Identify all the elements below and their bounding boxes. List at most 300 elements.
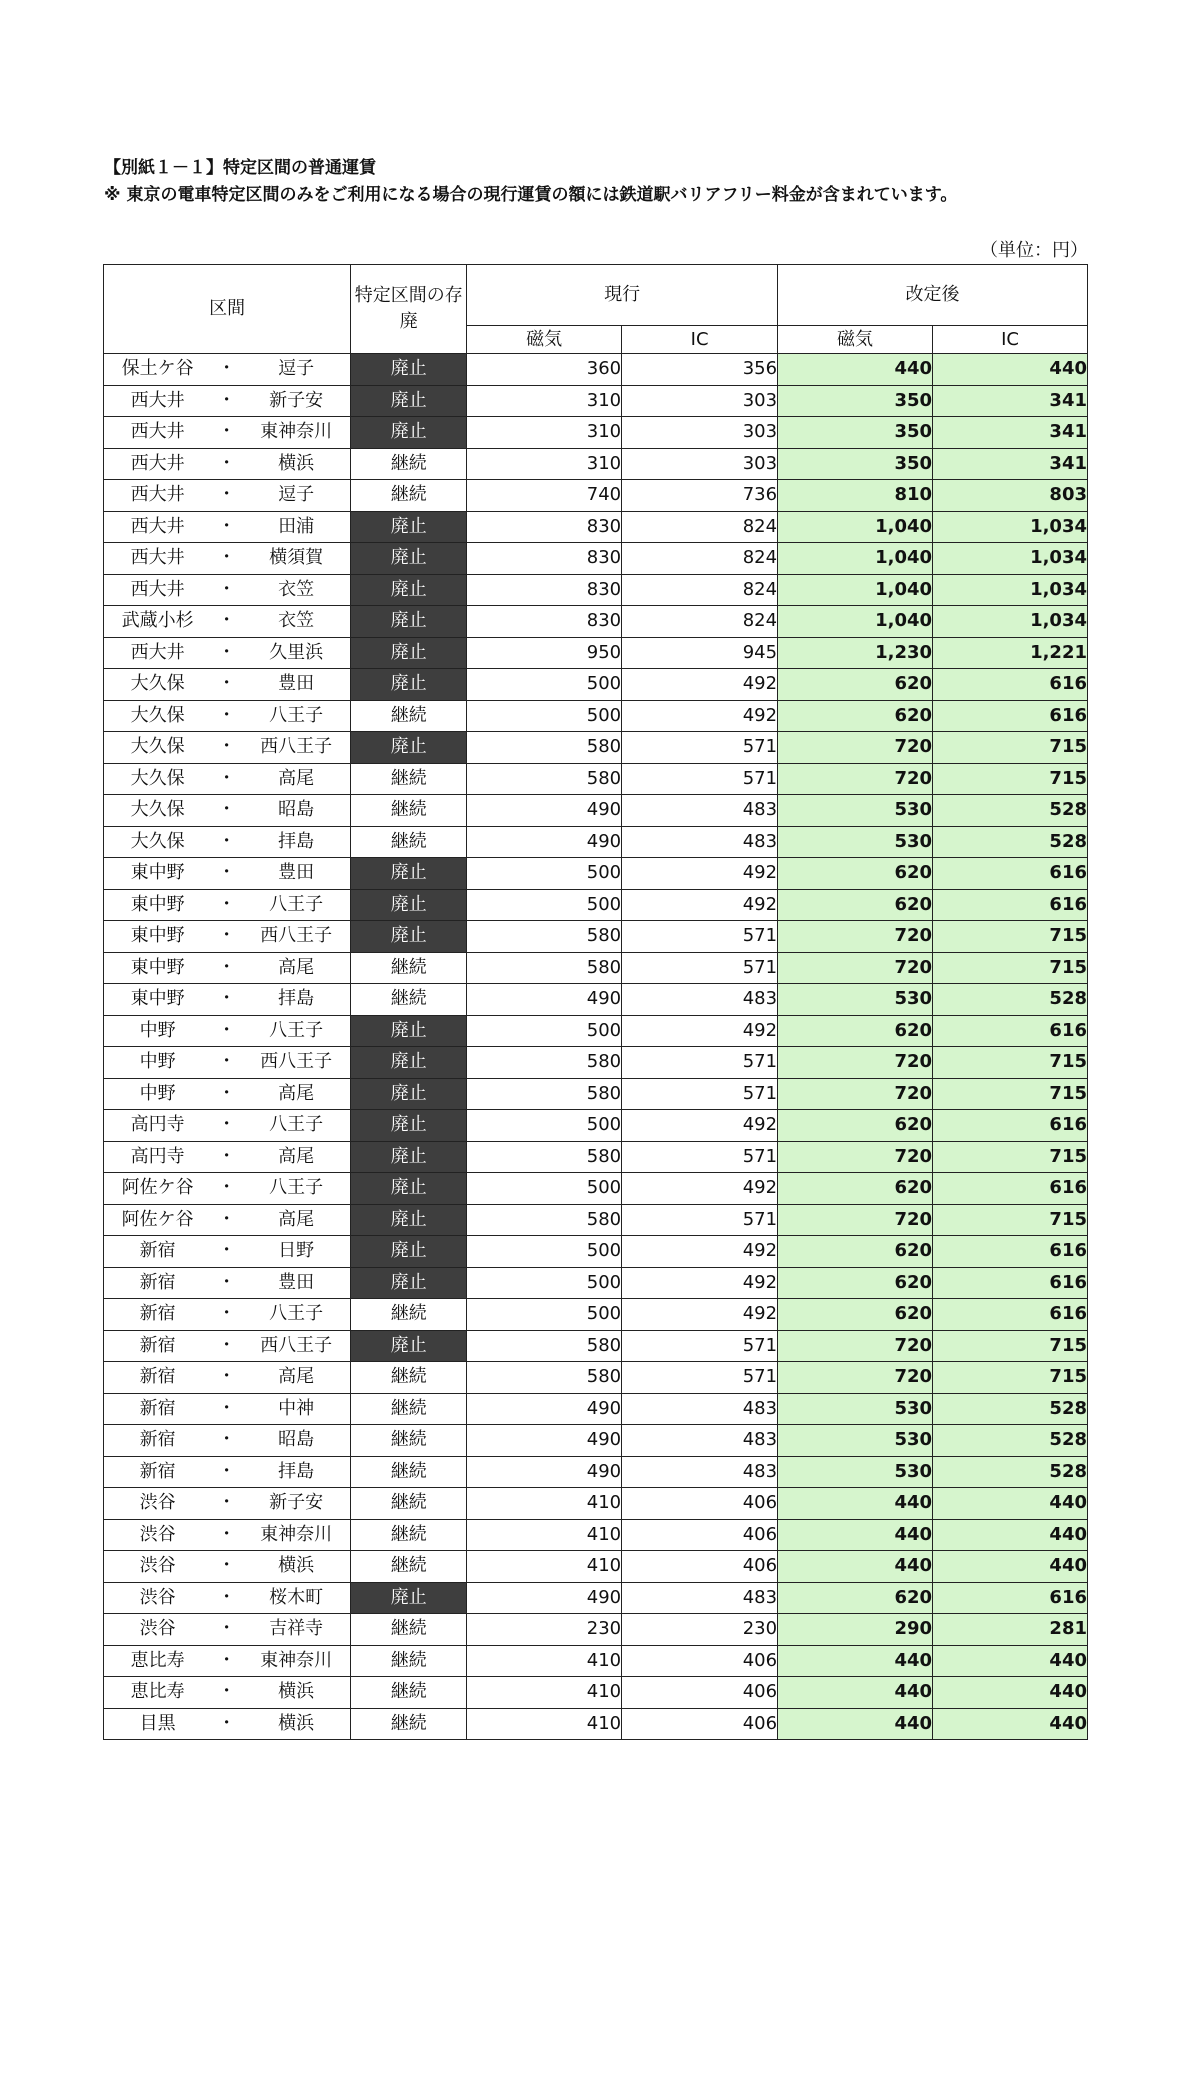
- station-from: 中野: [104, 1047, 212, 1079]
- current-ic-fare: 824: [622, 606, 778, 638]
- revised-magnetic-fare: 720: [778, 1330, 933, 1362]
- revised-ic-fare: 616: [933, 858, 1088, 890]
- current-magnetic-fare: 580: [467, 921, 622, 953]
- station-from: 新宿: [104, 1456, 212, 1488]
- station-separator: ・: [211, 1582, 242, 1614]
- revised-magnetic-fare: 530: [778, 1425, 933, 1457]
- table-row: [104, 1330, 1088, 1362]
- revised-ic-fare: 715: [933, 1362, 1088, 1394]
- station-from: 西大井: [104, 543, 212, 575]
- station-from: 恵比寿: [104, 1677, 212, 1709]
- station-to: 昭島: [242, 795, 351, 827]
- document-note: ※ 東京の電車特定区間のみをご利用になる場合の現行運賃の額には鉄道駅バリアフリー料金が含まれています。: [104, 185, 958, 205]
- current-magnetic-fare: 230: [467, 1614, 622, 1646]
- revised-magnetic-fare: 620: [778, 1015, 933, 1047]
- station-from: 阿佐ケ谷: [104, 1204, 212, 1236]
- status-cell: 廃止: [351, 637, 467, 669]
- header-section: 区間: [104, 265, 351, 354]
- station-from: 渋谷: [104, 1614, 212, 1646]
- revised-ic-fare: 281: [933, 1614, 1088, 1646]
- revised-ic-fare: 440: [933, 1488, 1088, 1520]
- table-row: [104, 448, 1088, 480]
- current-magnetic-fare: 580: [467, 732, 622, 764]
- station-to: 高尾: [242, 1204, 351, 1236]
- revised-magnetic-fare: 620: [778, 1110, 933, 1142]
- station-to: 新子安: [242, 1488, 351, 1520]
- current-magnetic-fare: 580: [467, 1078, 622, 1110]
- revised-magnetic-fare: 440: [778, 1551, 933, 1583]
- revised-magnetic-fare: 530: [778, 795, 933, 827]
- revised-magnetic-fare: 440: [778, 1708, 933, 1740]
- station-to: 東神奈川: [242, 417, 351, 449]
- current-ic-fare: 483: [622, 826, 778, 858]
- unit-label: （単位：円）: [980, 240, 1088, 261]
- current-ic-fare: 571: [622, 952, 778, 984]
- station-from: 渋谷: [104, 1519, 212, 1551]
- revised-ic-fare: 616: [933, 1015, 1088, 1047]
- table-row: [104, 700, 1088, 732]
- current-magnetic-fare: 410: [467, 1645, 622, 1677]
- status-cell: 継続: [351, 952, 467, 984]
- current-ic-fare: 492: [622, 1267, 778, 1299]
- current-magnetic-fare: 490: [467, 1456, 622, 1488]
- table-row: [104, 1078, 1088, 1110]
- current-ic-fare: 492: [622, 1299, 778, 1331]
- revised-ic-fare: 616: [933, 669, 1088, 701]
- table-row: [104, 669, 1088, 701]
- station-from: 西大井: [104, 385, 212, 417]
- revised-ic-fare: 616: [933, 1267, 1088, 1299]
- table-row: [104, 1614, 1088, 1646]
- table-row: [104, 1015, 1088, 1047]
- station-separator: ・: [211, 1267, 242, 1299]
- current-ic-fare: 406: [622, 1708, 778, 1740]
- station-separator: ・: [211, 1645, 242, 1677]
- station-from: 新宿: [104, 1236, 212, 1268]
- revised-ic-fare: 616: [933, 1173, 1088, 1205]
- station-from: 西大井: [104, 417, 212, 449]
- current-ic-fare: 406: [622, 1519, 778, 1551]
- table-row: [104, 1110, 1088, 1142]
- current-ic-fare: 571: [622, 1330, 778, 1362]
- current-ic-fare: 303: [622, 448, 778, 480]
- revised-magnetic-fare: 620: [778, 1299, 933, 1331]
- revised-magnetic-fare: 720: [778, 1047, 933, 1079]
- table-row: [104, 606, 1088, 638]
- status-cell: 廃止: [351, 1330, 467, 1362]
- current-ic-fare: 303: [622, 417, 778, 449]
- revised-magnetic-fare: 620: [778, 1236, 933, 1268]
- revised-ic-fare: 803: [933, 480, 1088, 512]
- station-from: 大久保: [104, 763, 212, 795]
- current-ic-fare: 571: [622, 763, 778, 795]
- status-cell: 廃止: [351, 354, 467, 386]
- station-to: 新子安: [242, 385, 351, 417]
- status-cell: 廃止: [351, 1204, 467, 1236]
- current-ic-fare: 406: [622, 1488, 778, 1520]
- revised-magnetic-fare: 720: [778, 952, 933, 984]
- current-magnetic-fare: 500: [467, 1236, 622, 1268]
- table-row: [104, 732, 1088, 764]
- station-from: 西大井: [104, 637, 212, 669]
- revised-magnetic-fare: 1,040: [778, 511, 933, 543]
- station-from: 大久保: [104, 669, 212, 701]
- table-row: [104, 1488, 1088, 1520]
- revised-ic-fare: 616: [933, 889, 1088, 921]
- current-ic-fare: 824: [622, 574, 778, 606]
- status-cell: 継続: [351, 1519, 467, 1551]
- status-cell: 継続: [351, 1677, 467, 1709]
- current-magnetic-fare: 830: [467, 574, 622, 606]
- station-from: 保土ケ谷: [104, 354, 212, 386]
- revised-magnetic-fare: 620: [778, 1267, 933, 1299]
- revised-ic-fare: 715: [933, 1047, 1088, 1079]
- header-revised-ic: IC: [933, 326, 1088, 354]
- table-row: [104, 1519, 1088, 1551]
- revised-ic-fare: 715: [933, 921, 1088, 953]
- station-to: 八王子: [242, 1110, 351, 1142]
- table-row: [104, 354, 1088, 386]
- current-magnetic-fare: 490: [467, 1393, 622, 1425]
- status-cell: 廃止: [351, 1173, 467, 1205]
- current-ic-fare: 945: [622, 637, 778, 669]
- status-cell: 廃止: [351, 669, 467, 701]
- station-separator: ・: [211, 448, 242, 480]
- current-magnetic-fare: 360: [467, 354, 622, 386]
- station-from: 渋谷: [104, 1488, 212, 1520]
- current-magnetic-fare: 490: [467, 795, 622, 827]
- current-magnetic-fare: 830: [467, 511, 622, 543]
- revised-magnetic-fare: 1,040: [778, 543, 933, 575]
- revised-magnetic-fare: 720: [778, 763, 933, 795]
- current-ic-fare: 406: [622, 1645, 778, 1677]
- header-current-magnetic: 磁気: [467, 326, 622, 354]
- revised-ic-fare: 715: [933, 1204, 1088, 1236]
- current-magnetic-fare: 580: [467, 952, 622, 984]
- current-magnetic-fare: 490: [467, 1582, 622, 1614]
- revised-magnetic-fare: 1,040: [778, 574, 933, 606]
- status-cell: 廃止: [351, 511, 467, 543]
- revised-magnetic-fare: 350: [778, 417, 933, 449]
- header-revised-magnetic: 磁気: [778, 326, 933, 354]
- status-cell: 廃止: [351, 543, 467, 575]
- station-separator: ・: [211, 480, 242, 512]
- station-to: 西八王子: [242, 732, 351, 764]
- station-from: 新宿: [104, 1299, 212, 1331]
- current-ic-fare: 406: [622, 1677, 778, 1709]
- table-row: [104, 1173, 1088, 1205]
- station-separator: ・: [211, 1141, 242, 1173]
- current-ic-fare: 492: [622, 1110, 778, 1142]
- status-cell: 継続: [351, 1362, 467, 1394]
- station-to: 高尾: [242, 952, 351, 984]
- current-ic-fare: 492: [622, 889, 778, 921]
- revised-ic-fare: 440: [933, 1677, 1088, 1709]
- status-cell: 継続: [351, 826, 467, 858]
- table-row: [104, 511, 1088, 543]
- station-separator: ・: [211, 417, 242, 449]
- revised-magnetic-fare: 720: [778, 1204, 933, 1236]
- table-row: [104, 574, 1088, 606]
- station-from: 西大井: [104, 511, 212, 543]
- station-separator: ・: [211, 1236, 242, 1268]
- station-separator: ・: [211, 1047, 242, 1079]
- station-to: 八王子: [242, 1173, 351, 1205]
- station-from: 大久保: [104, 826, 212, 858]
- current-magnetic-fare: 310: [467, 385, 622, 417]
- current-magnetic-fare: 580: [467, 1047, 622, 1079]
- station-from: 渋谷: [104, 1582, 212, 1614]
- station-to: 吉祥寺: [242, 1614, 351, 1646]
- station-to: 西八王子: [242, 1330, 351, 1362]
- station-separator: ・: [211, 700, 242, 732]
- revised-magnetic-fare: 440: [778, 1645, 933, 1677]
- header-current: 現行: [467, 265, 778, 326]
- station-separator: ・: [211, 1708, 242, 1740]
- station-separator: ・: [211, 1677, 242, 1709]
- status-cell: 廃止: [351, 1267, 467, 1299]
- current-ic-fare: 492: [622, 1015, 778, 1047]
- station-separator: ・: [211, 1173, 242, 1205]
- current-magnetic-fare: 410: [467, 1708, 622, 1740]
- table-row: [104, 1047, 1088, 1079]
- revised-ic-fare: 440: [933, 1708, 1088, 1740]
- current-magnetic-fare: 490: [467, 1425, 622, 1457]
- table-row: [104, 1204, 1088, 1236]
- status-cell: 廃止: [351, 1582, 467, 1614]
- revised-ic-fare: 616: [933, 1299, 1088, 1331]
- revised-ic-fare: 528: [933, 1456, 1088, 1488]
- current-ic-fare: 483: [622, 795, 778, 827]
- status-cell: 継続: [351, 1645, 467, 1677]
- station-from: 西大井: [104, 574, 212, 606]
- station-from: 大久保: [104, 700, 212, 732]
- status-cell: 継続: [351, 1425, 467, 1457]
- revised-ic-fare: 341: [933, 417, 1088, 449]
- current-ic-fare: 492: [622, 700, 778, 732]
- revised-ic-fare: 341: [933, 448, 1088, 480]
- station-to: 東神奈川: [242, 1645, 351, 1677]
- current-ic-fare: 356: [622, 354, 778, 386]
- station-from: 大久保: [104, 732, 212, 764]
- current-ic-fare: 492: [622, 858, 778, 890]
- current-magnetic-fare: 500: [467, 700, 622, 732]
- station-separator: ・: [211, 984, 242, 1016]
- station-to: 東神奈川: [242, 1519, 351, 1551]
- status-cell: 継続: [351, 1708, 467, 1740]
- revised-magnetic-fare: 720: [778, 1078, 933, 1110]
- station-to: 横須賀: [242, 543, 351, 575]
- station-separator: ・: [211, 511, 242, 543]
- station-from: 新宿: [104, 1267, 212, 1299]
- revised-magnetic-fare: 620: [778, 1173, 933, 1205]
- station-separator: ・: [211, 1488, 242, 1520]
- station-to: 八王子: [242, 1015, 351, 1047]
- station-from: 西大井: [104, 448, 212, 480]
- revised-ic-fare: 1,034: [933, 511, 1088, 543]
- station-separator: ・: [211, 1078, 242, 1110]
- current-magnetic-fare: 740: [467, 480, 622, 512]
- current-magnetic-fare: 500: [467, 889, 622, 921]
- revised-ic-fare: 1,034: [933, 606, 1088, 638]
- table-row: [104, 858, 1088, 890]
- table-row: [104, 795, 1088, 827]
- station-separator: ・: [211, 574, 242, 606]
- current-ic-fare: 492: [622, 1236, 778, 1268]
- revised-ic-fare: 1,034: [933, 543, 1088, 575]
- status-cell: 廃止: [351, 574, 467, 606]
- station-separator: ・: [211, 858, 242, 890]
- current-ic-fare: 483: [622, 1456, 778, 1488]
- current-ic-fare: 736: [622, 480, 778, 512]
- status-cell: 継続: [351, 700, 467, 732]
- station-to: 衣笠: [242, 606, 351, 638]
- station-separator: ・: [211, 1614, 242, 1646]
- current-magnetic-fare: 830: [467, 543, 622, 575]
- revised-magnetic-fare: 530: [778, 984, 933, 1016]
- revised-magnetic-fare: 810: [778, 480, 933, 512]
- revised-magnetic-fare: 1,230: [778, 637, 933, 669]
- table-row: [104, 1267, 1088, 1299]
- station-to: 中神: [242, 1393, 351, 1425]
- station-to: 横浜: [242, 1677, 351, 1709]
- station-from: 新宿: [104, 1425, 212, 1457]
- status-cell: 廃止: [351, 732, 467, 764]
- revised-magnetic-fare: 620: [778, 669, 933, 701]
- revised-ic-fare: 1,034: [933, 574, 1088, 606]
- revised-ic-fare: 1,221: [933, 637, 1088, 669]
- station-separator: ・: [211, 1519, 242, 1551]
- status-cell: 廃止: [351, 417, 467, 449]
- revised-ic-fare: 715: [933, 952, 1088, 984]
- station-from: 阿佐ケ谷: [104, 1173, 212, 1205]
- station-from: 東中野: [104, 858, 212, 890]
- station-to: 拝島: [242, 1456, 351, 1488]
- revised-magnetic-fare: 720: [778, 1141, 933, 1173]
- station-from: 高円寺: [104, 1110, 212, 1142]
- station-from: 新宿: [104, 1362, 212, 1394]
- current-magnetic-fare: 490: [467, 826, 622, 858]
- status-cell: 継続: [351, 1488, 467, 1520]
- revised-ic-fare: 440: [933, 354, 1088, 386]
- station-separator: ・: [211, 1015, 242, 1047]
- station-separator: ・: [211, 1551, 242, 1583]
- station-to: 日野: [242, 1236, 351, 1268]
- table-row: [104, 921, 1088, 953]
- station-separator: ・: [211, 826, 242, 858]
- station-separator: ・: [211, 669, 242, 701]
- revised-ic-fare: 528: [933, 1393, 1088, 1425]
- station-from: 武蔵小杉: [104, 606, 212, 638]
- table-row: [104, 543, 1088, 575]
- station-to: 八王子: [242, 700, 351, 732]
- revised-magnetic-fare: 620: [778, 889, 933, 921]
- station-to: 八王子: [242, 1299, 351, 1331]
- status-cell: 継続: [351, 1393, 467, 1425]
- station-to: 高尾: [242, 763, 351, 795]
- status-cell: 継続: [351, 1299, 467, 1331]
- table-row: [104, 385, 1088, 417]
- revised-ic-fare: 715: [933, 763, 1088, 795]
- station-separator: ・: [211, 763, 242, 795]
- current-ic-fare: 824: [622, 543, 778, 575]
- revised-ic-fare: 616: [933, 1582, 1088, 1614]
- current-ic-fare: 492: [622, 669, 778, 701]
- revised-magnetic-fare: 620: [778, 1582, 933, 1614]
- table-row: [104, 1393, 1088, 1425]
- revised-magnetic-fare: 440: [778, 1488, 933, 1520]
- fare-table-body: [104, 354, 1088, 1740]
- current-magnetic-fare: 310: [467, 448, 622, 480]
- table-row: [104, 1236, 1088, 1268]
- current-ic-fare: 483: [622, 1425, 778, 1457]
- status-cell: 廃止: [351, 385, 467, 417]
- station-separator: ・: [211, 1204, 242, 1236]
- station-from: 中野: [104, 1078, 212, 1110]
- status-cell: 継続: [351, 480, 467, 512]
- current-ic-fare: 483: [622, 984, 778, 1016]
- station-to: 高尾: [242, 1362, 351, 1394]
- table-row: [104, 1677, 1088, 1709]
- status-cell: 継続: [351, 763, 467, 795]
- current-magnetic-fare: 410: [467, 1551, 622, 1583]
- table-row: [104, 889, 1088, 921]
- status-cell: 継続: [351, 448, 467, 480]
- station-to: 拝島: [242, 984, 351, 1016]
- station-to: 横浜: [242, 1551, 351, 1583]
- current-magnetic-fare: 410: [467, 1677, 622, 1709]
- station-separator: ・: [211, 732, 242, 764]
- status-cell: 廃止: [351, 858, 467, 890]
- header-current-ic: IC: [622, 326, 778, 354]
- station-to: 西八王子: [242, 1047, 351, 1079]
- current-magnetic-fare: 410: [467, 1488, 622, 1520]
- revised-magnetic-fare: 1,040: [778, 606, 933, 638]
- station-separator: ・: [211, 1362, 242, 1394]
- station-separator: ・: [211, 606, 242, 638]
- current-ic-fare: 571: [622, 1362, 778, 1394]
- current-magnetic-fare: 500: [467, 1299, 622, 1331]
- current-ic-fare: 571: [622, 1047, 778, 1079]
- revised-magnetic-fare: 440: [778, 354, 933, 386]
- station-separator: ・: [211, 637, 242, 669]
- table-row: [104, 1141, 1088, 1173]
- current-ic-fare: 571: [622, 1141, 778, 1173]
- revised-magnetic-fare: 620: [778, 700, 933, 732]
- station-separator: ・: [211, 1425, 242, 1457]
- table-row: [104, 480, 1088, 512]
- status-cell: 廃止: [351, 1141, 467, 1173]
- station-from: 新宿: [104, 1393, 212, 1425]
- current-magnetic-fare: 490: [467, 984, 622, 1016]
- current-magnetic-fare: 580: [467, 1204, 622, 1236]
- status-cell: 廃止: [351, 1078, 467, 1110]
- revised-magnetic-fare: 620: [778, 858, 933, 890]
- station-to: 豊田: [242, 669, 351, 701]
- station-separator: ・: [211, 921, 242, 953]
- table-row: [104, 1425, 1088, 1457]
- current-magnetic-fare: 500: [467, 1173, 622, 1205]
- status-cell: 継続: [351, 1551, 467, 1583]
- station-separator: ・: [211, 354, 242, 386]
- current-ic-fare: 483: [622, 1582, 778, 1614]
- station-from: 東中野: [104, 889, 212, 921]
- station-separator: ・: [211, 1110, 242, 1142]
- document-title-block: [104, 155, 957, 209]
- document-title: 【別紙１－１】特定区間の普通運賃: [104, 158, 376, 178]
- station-to: 横浜: [242, 1708, 351, 1740]
- station-to: 高尾: [242, 1078, 351, 1110]
